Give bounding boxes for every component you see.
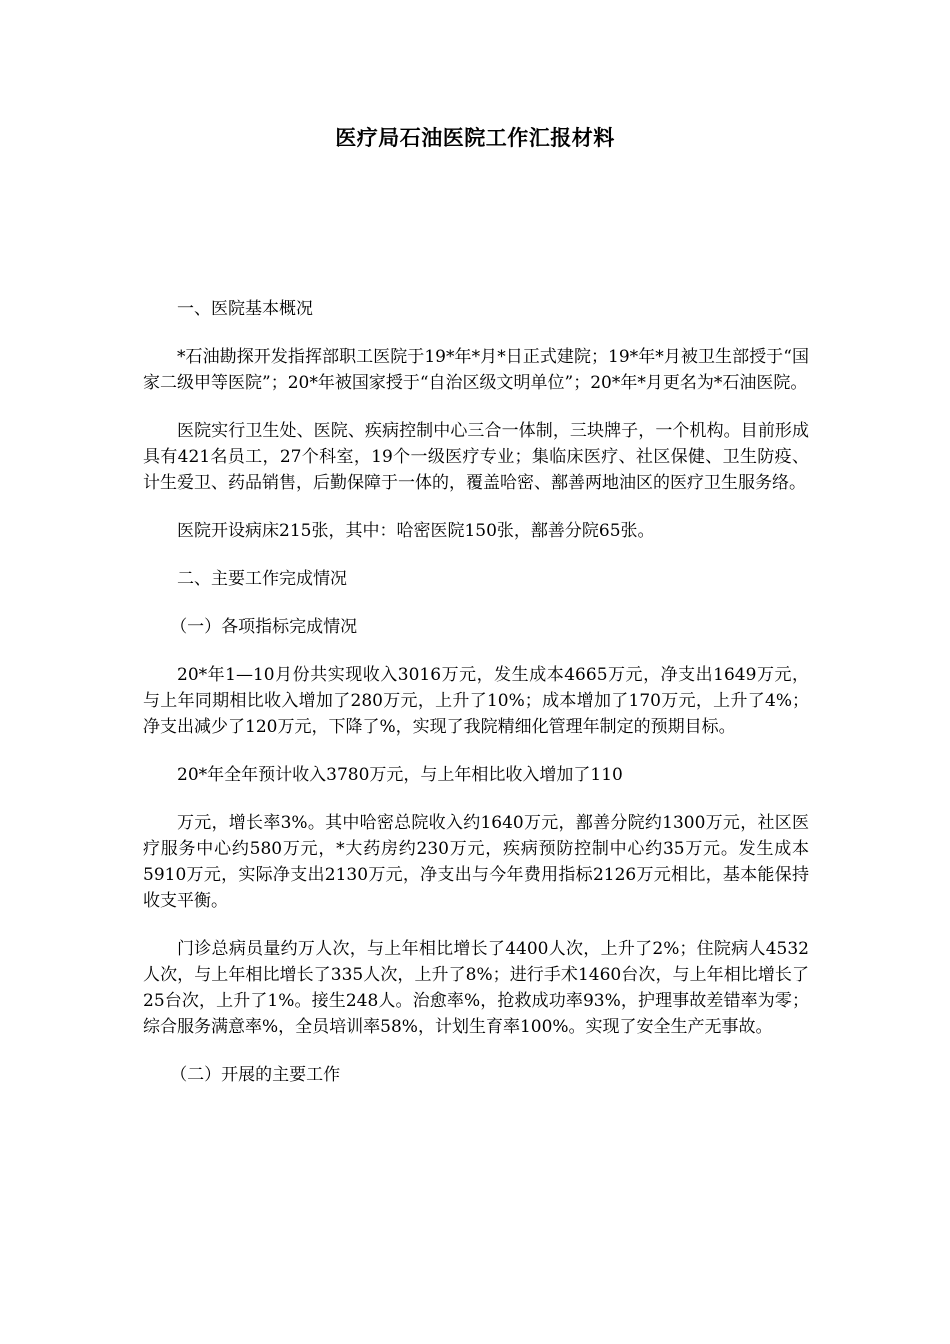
paragraph-income-oct: 20*年1—10月份共实现收入3016万元，发生成本4665万元，净支出1649万元，与上年同期相比收入增加了280万元，上升了10%；成本增加了170万元，上升了4%；净支出减少了120万元，下降了%，实现了我院精细化管理年制定的预期目标。 (143, 665, 809, 737)
document-title: 医疗局石油医院工作汇报材料 (335, 125, 615, 150)
paragraph-patient-stats: 门诊总病员量约万人次，与上年相比增长了4400人次，上升了2%；住院病人4532人次，与上年相比增长了335人次，上升了8%；进行手术1460台次，与上年相比增长了25台次，上升了1%。接生248人。治愈率%，抢救成功率93%，护理事故差错率为零；综合服务满意率%，全员培训率58%，计划生育率100%。实现了安全生产无事故。 (143, 939, 809, 1037)
paragraph-annual-forecast: 20*年全年预计收入3780万元，与上年相比收入增加了110 (177, 765, 623, 785)
paragraph-beds: 医院开设病床215张，其中：哈密医院150张，鄯善分院65张。 (177, 521, 655, 541)
subsection-heading-main-tasks: （二）开展的主要工作 (170, 1065, 341, 1085)
section-heading-basic-overview: 一、医院基本概况 (177, 299, 313, 319)
subsection-heading-indicators: （一）各项指标完成情况 (170, 617, 358, 637)
section-heading-main-work: 二、主要工作完成情况 (177, 569, 347, 589)
paragraph-history: *石油勘探开发指挥部职工医院于19*年*月*日正式建院；19*年*月被卫生部授于“国家二级甲等医院”；20*年被国家授于“自治区级文明单位”；20*年*月更名为*石油医院。 (143, 347, 809, 393)
paragraph-income-breakdown: 万元，增长率3%。其中哈密总院收入约1640万元，鄯善分院约1300万元，社区医疗服务中心约580万元，*大药房约230万元，疾病预防控制中心约35万元。发生成本5910万元，实际净支出2130万元，净支出与今年费用指标2126万元相比，基本能保持收支平衡。 (143, 813, 809, 911)
document-body (143, 296, 809, 1110)
paragraph-structure: 医院实行卫生处、医院、疾病控制中心三合一体制，三块牌子，一个机构。目前形成具有421名员工，27个科室，19个一级医疗专业；集临床医疗、社区保健、卫生防疫、计生爱卫、药品销售，后勤保障于一体的，覆盖哈密、鄯善两地油区的医疗卫生服务络。 (143, 421, 809, 493)
